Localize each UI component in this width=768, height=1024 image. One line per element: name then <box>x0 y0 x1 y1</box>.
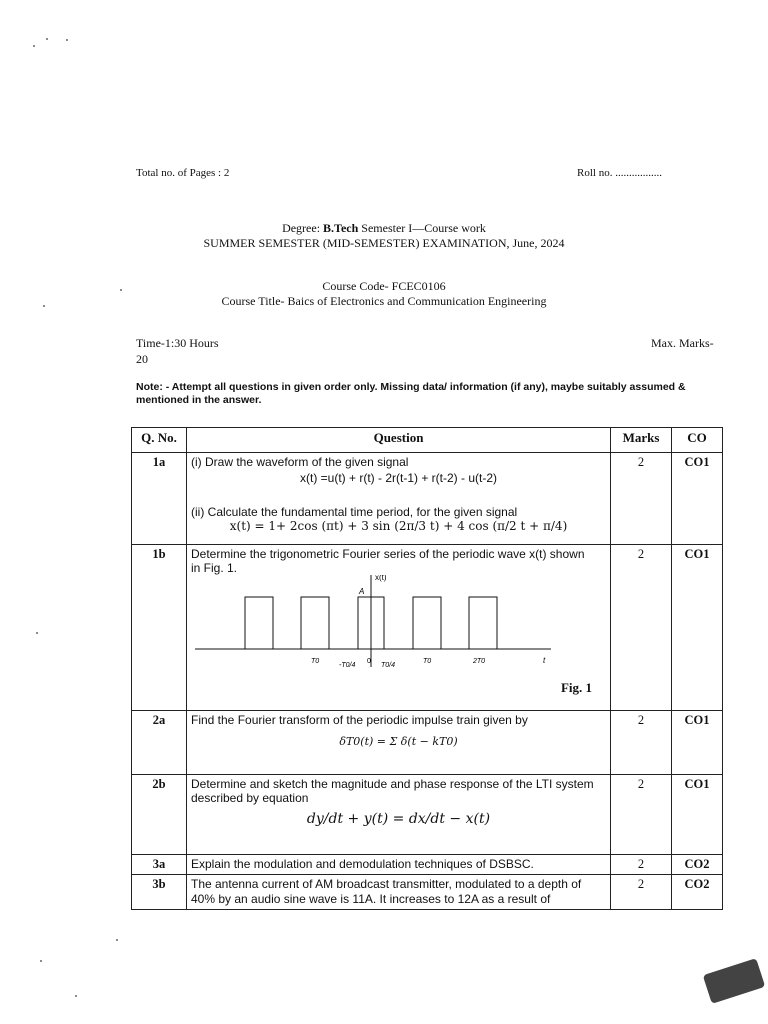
scan-speck <box>36 632 38 634</box>
co-cell: CO2 <box>672 855 723 875</box>
scan-speck <box>33 45 35 47</box>
label-2T0: 2T0 <box>473 658 486 665</box>
qno-cell: 3a <box>132 855 187 875</box>
table-row <box>132 855 723 875</box>
label-A: A <box>359 587 365 596</box>
marks-cell: 2 <box>611 775 672 855</box>
co-cell: CO1 <box>672 775 723 855</box>
table-row <box>132 875 723 910</box>
co-cell: CO1 <box>672 711 723 775</box>
marks-cell: 2 <box>611 855 672 875</box>
co-cell: CO2 <box>672 875 723 910</box>
figure-caption: Fig. 1 <box>560 680 592 695</box>
note: Note: - Attempt all questions in given order only. Missing data/ information (if any), maybe suitably assumed & mentioned in the answer. <box>136 381 686 406</box>
col-question: Question <box>187 428 611 453</box>
question-cell <box>187 545 611 711</box>
scan-speck <box>40 960 42 962</box>
roll-no: Roll no. ................. <box>577 167 662 179</box>
question-text: (ii) Calculate the fundamental time period, for the given signal <box>191 505 518 519</box>
label-zero: 0 <box>367 658 371 665</box>
fig1-waveform <box>191 575 603 695</box>
ink-smudge <box>703 958 766 1004</box>
table-header-row <box>132 428 723 453</box>
co-cell: CO1 <box>672 453 723 545</box>
question-cell <box>187 775 611 855</box>
label-minus-T0-4: -T0/4 <box>339 662 356 669</box>
table-row <box>132 545 723 711</box>
marks-cell: 2 <box>611 545 672 711</box>
qno-cell: 1a <box>132 453 187 545</box>
marks-cell: 2 <box>611 453 672 545</box>
question-text: Find the Fourier transform of the periodic impulse train given by <box>191 713 528 727</box>
col-qno: Q. No. <box>132 428 187 453</box>
qno-cell: 1b <box>132 545 187 711</box>
marks-cell: 2 <box>611 711 672 775</box>
question-cell <box>187 453 611 545</box>
col-marks: Marks <box>611 428 672 453</box>
qno-cell: 2b <box>132 775 187 855</box>
table-row <box>132 711 723 775</box>
question-text: (i) Draw the waveform of the given signal <box>191 455 409 469</box>
equation: x(t) = 1+ 2cos (πt) + 3 sin (2π/3 t) + 4 cos (π/2 t + π/4) <box>229 519 568 533</box>
time: Time-1:30 Hours <box>136 336 219 350</box>
marks-cell: 2 <box>611 875 672 910</box>
max-marks-value: 20 <box>136 352 148 366</box>
course-code: Course Code- FCEC0106 <box>322 279 446 293</box>
question-table <box>131 427 723 910</box>
equation: δT0(t) = Σ δ(t − kT0) <box>339 735 458 748</box>
question-text: Determine and sketch the magnitude and phase response of the LTI system described by equation <box>191 777 594 805</box>
label-T0-4: T0/4 <box>381 662 396 669</box>
question-cell: The antenna current of AM broadcast transmitter, modulated to a depth of 40% by an audio sine wave is 11A. It increases to 12A as a result of <box>187 875 611 910</box>
equation: x(t) =u(t) + r(t) - 2r(t-1) + r(t-2) - u(t-2) <box>300 471 497 485</box>
table-row <box>132 775 723 855</box>
label-T0-right: T0 <box>423 658 432 665</box>
total-pages: Total no. of Pages : 2 <box>136 167 230 179</box>
scan-speck <box>75 995 77 997</box>
max-marks: Max. Marks- <box>651 336 714 350</box>
degree-line: Degree: B.Tech Semester I—Course work <box>282 221 486 235</box>
equation: dy/dt + y(t) = dx/dt − x(t) <box>306 811 491 827</box>
label-T0-left: T0 <box>311 658 320 665</box>
question-cell: Explain the modulation and demodulation techniques of DSBSC. <box>187 855 611 875</box>
qno-cell: 3b <box>132 875 187 910</box>
co-cell: CO1 <box>672 545 723 711</box>
label-xt: x(t) <box>375 575 387 582</box>
table-row <box>132 453 723 545</box>
course-title: Course Title- Baics of Electronics and Communication Engineering <box>221 294 547 308</box>
qno-cell: 2a <box>132 711 187 775</box>
scan-speck <box>116 939 118 941</box>
question-cell <box>187 711 611 775</box>
label-t: t <box>543 656 546 665</box>
scan-speck <box>66 39 68 41</box>
exam-title: SUMMER SEMESTER (MID-SEMESTER) EXAMINATION, June, 2024 <box>203 236 565 250</box>
scan-speck <box>46 38 48 40</box>
col-co: CO <box>672 428 723 453</box>
question-text: Determine the trigonometric Fourier series of the periodic wave x(t) shown in Fig. 1. <box>191 547 585 575</box>
